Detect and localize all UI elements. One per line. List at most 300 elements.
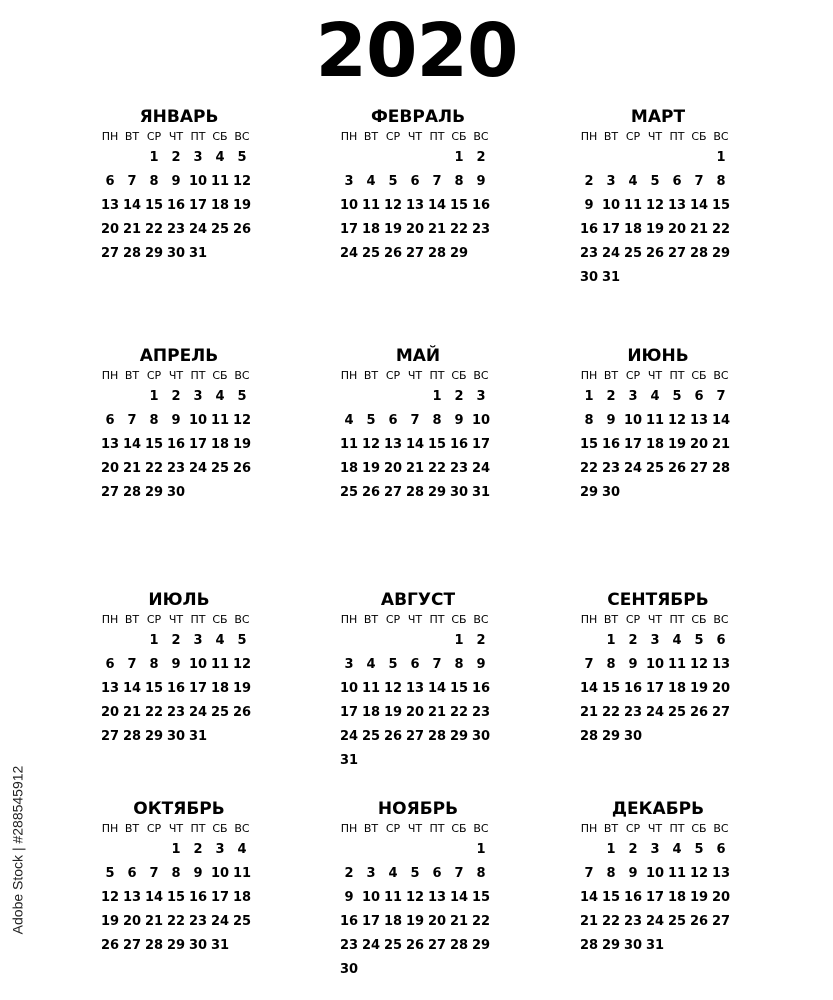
- day-cell: 19: [232, 681, 252, 696]
- day-cell: 25: [667, 914, 687, 929]
- day-cell: 23: [623, 914, 643, 929]
- day-cell: 26: [667, 461, 687, 476]
- day-cell: 2: [628, 633, 638, 648]
- day-cell: 8: [171, 866, 181, 881]
- weekday-label: ВТ: [363, 613, 379, 626]
- empty-cell: [360, 146, 382, 170]
- day-cell: 7: [410, 413, 420, 428]
- month-name: АВГУСТ: [380, 590, 456, 610]
- day-cell: 16: [471, 681, 491, 696]
- month-name: НОЯБРЬ: [377, 799, 459, 819]
- day-cell: 22: [144, 705, 164, 720]
- month-block: [578, 798, 738, 958]
- day-cell: 30: [471, 729, 491, 744]
- weekday-label: СБ: [691, 369, 707, 382]
- day-cell: 16: [623, 681, 643, 696]
- day-cell: 12: [689, 866, 709, 881]
- weekday-label: СР: [146, 822, 162, 835]
- day-cell: 29: [166, 938, 186, 953]
- day-cell: 31: [471, 485, 491, 500]
- day-cell: 10: [210, 866, 230, 881]
- day-cell: 5: [388, 174, 398, 189]
- day-cell: 19: [689, 890, 709, 905]
- day-cell: 6: [432, 866, 442, 881]
- day-cell: 16: [339, 914, 359, 929]
- weekday-label: ВС: [234, 822, 250, 835]
- day-cell: 5: [650, 174, 660, 189]
- weekday-label: ВТ: [124, 369, 140, 382]
- day-cell: 3: [650, 842, 660, 857]
- day-cell: 12: [667, 413, 687, 428]
- day-cell: 26: [383, 246, 403, 261]
- day-cell: 13: [100, 198, 120, 213]
- day-cell: 2: [171, 633, 181, 648]
- weekday-label: ПТ: [190, 130, 206, 143]
- day-cell: 6: [388, 413, 398, 428]
- month-block: [99, 798, 259, 958]
- day-cell: 19: [232, 437, 252, 452]
- day-cell: 5: [388, 657, 398, 672]
- month-block: [338, 106, 498, 266]
- day-cell: 24: [188, 705, 208, 720]
- day-cell: 1: [432, 389, 442, 404]
- day-cell: 13: [383, 437, 403, 452]
- day-cell: 22: [601, 705, 621, 720]
- day-cell: 28: [122, 246, 142, 261]
- day-cell: 13: [689, 413, 709, 428]
- day-cell: 30: [601, 485, 621, 500]
- day-cell: 18: [645, 437, 665, 452]
- day-cell: 13: [122, 890, 142, 905]
- day-cell: 16: [623, 890, 643, 905]
- day-cell: 2: [628, 842, 638, 857]
- day-cell: 11: [361, 681, 381, 696]
- weekday-label: ПН: [340, 369, 358, 382]
- day-cell: 12: [645, 198, 665, 213]
- weekday-label: ВТ: [124, 130, 140, 143]
- day-cell: 18: [361, 222, 381, 237]
- day-cell: 10: [188, 174, 208, 189]
- day-cell: 15: [601, 890, 621, 905]
- month-block: [99, 345, 259, 505]
- weekday-label: ВС: [473, 130, 489, 143]
- weekday-label: СБ: [691, 130, 707, 143]
- day-cell: 4: [215, 633, 225, 648]
- day-cell: 13: [711, 657, 731, 672]
- day-cell: 2: [454, 389, 464, 404]
- weekday-label: СР: [625, 613, 641, 626]
- weekday-label: ПТ: [669, 130, 685, 143]
- day-cell: 27: [100, 485, 120, 500]
- day-cell: 29: [144, 246, 164, 261]
- weekday-label: СБ: [691, 613, 707, 626]
- empty-cell: [121, 146, 143, 170]
- day-cell: 23: [339, 938, 359, 953]
- day-cell: 16: [579, 222, 599, 237]
- weekday-label: ВС: [713, 822, 729, 835]
- day-cell: 7: [149, 866, 159, 881]
- empty-cell: [143, 838, 165, 862]
- month-grid: [578, 820, 738, 958]
- month-name: АПРЕЛЬ: [139, 346, 219, 366]
- day-cell: 3: [344, 657, 354, 672]
- weekday-label: СБ: [212, 822, 228, 835]
- empty-cell: [426, 146, 448, 170]
- day-cell: 24: [210, 914, 230, 929]
- day-cell: 4: [628, 174, 638, 189]
- day-cell: 24: [361, 938, 381, 953]
- day-cell: 26: [232, 705, 252, 720]
- day-cell: 8: [432, 413, 442, 428]
- day-cell: 9: [628, 866, 638, 881]
- day-cell: 20: [100, 222, 120, 237]
- empty-cell: [360, 385, 382, 409]
- day-cell: 20: [405, 705, 425, 720]
- day-cell: 28: [449, 938, 469, 953]
- day-cell: 27: [711, 705, 731, 720]
- day-cell: 7: [584, 866, 594, 881]
- day-cell: 11: [361, 198, 381, 213]
- day-cell: 19: [232, 198, 252, 213]
- day-cell: 30: [166, 246, 186, 261]
- day-cell: 20: [689, 437, 709, 452]
- day-cell: 20: [405, 222, 425, 237]
- empty-cell: [338, 629, 360, 653]
- day-cell: 1: [454, 633, 464, 648]
- weekday-label: СБ: [212, 613, 228, 626]
- day-cell: 21: [579, 914, 599, 929]
- day-cell: 28: [427, 729, 447, 744]
- weekday-label: ПТ: [429, 369, 445, 382]
- month-grid: [578, 367, 738, 505]
- month-grid: [99, 128, 259, 266]
- day-cell: 22: [449, 705, 469, 720]
- day-cell: 4: [366, 174, 376, 189]
- empty-cell: [404, 629, 426, 653]
- day-cell: 27: [100, 729, 120, 744]
- month-name: СЕНТЯБРЬ: [607, 590, 709, 610]
- day-cell: 12: [689, 657, 709, 672]
- day-cell: 13: [405, 198, 425, 213]
- day-cell: 9: [476, 174, 486, 189]
- weekday-label: ПН: [580, 822, 598, 835]
- day-cell: 22: [579, 461, 599, 476]
- day-cell: 22: [166, 914, 186, 929]
- day-cell: 3: [650, 633, 660, 648]
- day-cell: 13: [405, 681, 425, 696]
- day-cell: 9: [171, 413, 181, 428]
- day-cell: 15: [601, 681, 621, 696]
- day-cell: 21: [689, 222, 709, 237]
- month-block: [99, 106, 259, 266]
- day-cell: 22: [427, 461, 447, 476]
- empty-cell: [688, 146, 710, 170]
- day-cell: 8: [454, 657, 464, 672]
- day-cell: 27: [122, 938, 142, 953]
- day-cell: 6: [410, 174, 420, 189]
- day-cell: 29: [711, 246, 731, 261]
- day-cell: 5: [366, 413, 376, 428]
- day-cell: 16: [471, 198, 491, 213]
- day-cell: 3: [193, 389, 203, 404]
- day-cell: 6: [410, 657, 420, 672]
- day-cell: 17: [188, 437, 208, 452]
- day-cell: 23: [449, 461, 469, 476]
- day-cell: 24: [623, 461, 643, 476]
- day-cell: 7: [454, 866, 464, 881]
- empty-cell: [426, 629, 448, 653]
- weekday-label: ВТ: [603, 130, 619, 143]
- day-cell: 25: [210, 461, 230, 476]
- day-cell: 2: [193, 842, 203, 857]
- day-cell: 6: [127, 866, 137, 881]
- day-cell: 11: [210, 657, 230, 672]
- weekday-label: ПТ: [429, 130, 445, 143]
- day-cell: 18: [383, 914, 403, 929]
- day-cell: 23: [166, 222, 186, 237]
- day-cell: 11: [645, 413, 665, 428]
- day-cell: 1: [716, 150, 726, 165]
- weekday-label: СР: [385, 369, 401, 382]
- empty-cell: [121, 629, 143, 653]
- day-cell: 16: [166, 198, 186, 213]
- month-grid: [99, 367, 259, 505]
- day-cell: 8: [454, 174, 464, 189]
- weekday-label: ЧТ: [407, 613, 423, 626]
- empty-cell: [382, 838, 404, 862]
- empty-cell: [448, 838, 470, 862]
- day-cell: 29: [449, 246, 469, 261]
- day-cell: 24: [339, 246, 359, 261]
- weekday-label: ПН: [580, 130, 598, 143]
- day-cell: 1: [149, 633, 159, 648]
- day-cell: 10: [188, 413, 208, 428]
- month-name: ИЮЛЬ: [148, 590, 210, 610]
- day-cell: 12: [232, 413, 252, 428]
- day-cell: 4: [388, 866, 398, 881]
- day-cell: 18: [210, 198, 230, 213]
- weekday-label: СР: [146, 613, 162, 626]
- day-cell: 5: [237, 150, 247, 165]
- day-cell: 22: [471, 914, 491, 929]
- day-cell: 28: [579, 729, 599, 744]
- day-cell: 16: [166, 437, 186, 452]
- empty-cell: [99, 838, 121, 862]
- day-cell: 23: [579, 246, 599, 261]
- day-cell: 8: [476, 866, 486, 881]
- day-cell: 18: [232, 890, 252, 905]
- day-cell: 29: [144, 485, 164, 500]
- weekday-label: ВТ: [603, 369, 619, 382]
- month-grid: [338, 611, 498, 773]
- empty-cell: [99, 146, 121, 170]
- day-cell: 28: [144, 938, 164, 953]
- month-name: ФЕВРАЛЬ: [370, 107, 466, 127]
- empty-cell: [404, 385, 426, 409]
- day-cell: 23: [471, 222, 491, 237]
- day-cell: 7: [127, 413, 137, 428]
- day-cell: 8: [584, 413, 594, 428]
- day-cell: 5: [694, 842, 704, 857]
- day-cell: 11: [667, 866, 687, 881]
- day-cell: 29: [579, 485, 599, 500]
- day-cell: 6: [716, 633, 726, 648]
- stock-credit: [4, 760, 30, 940]
- weekday-label: ЧТ: [168, 130, 184, 143]
- day-cell: 21: [579, 705, 599, 720]
- weekday-label: ПТ: [429, 822, 445, 835]
- empty-cell: [578, 146, 600, 170]
- day-cell: 26: [689, 914, 709, 929]
- weekday-label: ПН: [101, 822, 119, 835]
- weekday-label: СР: [146, 130, 162, 143]
- weekday-label: СБ: [451, 369, 467, 382]
- day-cell: 7: [127, 174, 137, 189]
- day-cell: 30: [166, 729, 186, 744]
- month-block: [578, 345, 738, 505]
- empty-cell: [338, 146, 360, 170]
- day-cell: 28: [122, 485, 142, 500]
- weekday-label: ПТ: [669, 613, 685, 626]
- day-cell: 13: [427, 890, 447, 905]
- weekday-label: СБ: [451, 822, 467, 835]
- day-cell: 11: [623, 198, 643, 213]
- weekday-label: СР: [625, 822, 641, 835]
- day-cell: 3: [193, 150, 203, 165]
- day-cell: 8: [606, 866, 616, 881]
- day-cell: 29: [601, 938, 621, 953]
- day-cell: 9: [454, 413, 464, 428]
- weekday-label: ВС: [234, 613, 250, 626]
- day-cell: 15: [144, 681, 164, 696]
- empty-cell: [360, 838, 382, 862]
- weekday-label: ЧТ: [168, 613, 184, 626]
- day-cell: 10: [645, 866, 665, 881]
- day-cell: 4: [366, 657, 376, 672]
- weekday-label: ПН: [340, 130, 358, 143]
- weekday-label: ВС: [234, 369, 250, 382]
- month-block: [338, 345, 498, 505]
- empty-cell: [338, 385, 360, 409]
- day-cell: 28: [122, 729, 142, 744]
- day-cell: 3: [193, 633, 203, 648]
- day-cell: 25: [667, 705, 687, 720]
- empty-cell: [404, 146, 426, 170]
- day-cell: 2: [606, 389, 616, 404]
- day-cell: 27: [427, 938, 447, 953]
- day-cell: 20: [667, 222, 687, 237]
- day-cell: 14: [405, 437, 425, 452]
- day-cell: 14: [122, 681, 142, 696]
- day-cell: 25: [645, 461, 665, 476]
- day-cell: 20: [711, 890, 731, 905]
- day-cell: 10: [339, 198, 359, 213]
- day-cell: 25: [232, 914, 252, 929]
- day-cell: 26: [361, 485, 381, 500]
- month-grid: [578, 128, 738, 290]
- day-cell: 23: [623, 705, 643, 720]
- weekday-label: ПТ: [190, 369, 206, 382]
- day-cell: 13: [100, 681, 120, 696]
- day-cell: 15: [144, 437, 164, 452]
- day-cell: 20: [427, 914, 447, 929]
- day-cell: 6: [105, 174, 115, 189]
- empty-cell: [426, 838, 448, 862]
- month-grid: [578, 611, 738, 749]
- weekday-label: СБ: [451, 130, 467, 143]
- empty-cell: [600, 146, 622, 170]
- month-name: ЯНВАРЬ: [139, 107, 219, 127]
- day-cell: 19: [405, 914, 425, 929]
- month-block: [338, 589, 498, 773]
- day-cell: 24: [601, 246, 621, 261]
- day-cell: 1: [584, 389, 594, 404]
- day-cell: 24: [645, 705, 665, 720]
- day-cell: 23: [471, 705, 491, 720]
- day-cell: 15: [166, 890, 186, 905]
- day-cell: 1: [149, 150, 159, 165]
- day-cell: 31: [601, 270, 621, 285]
- day-cell: 11: [232, 866, 252, 881]
- weekday-label: ПН: [101, 613, 119, 626]
- day-cell: 31: [210, 938, 230, 953]
- weekday-label: ПТ: [429, 613, 445, 626]
- day-cell: 19: [383, 222, 403, 237]
- day-cell: 24: [188, 461, 208, 476]
- day-cell: 31: [188, 246, 208, 261]
- weekday-label: ЧТ: [407, 822, 423, 835]
- weekday-label: ВТ: [363, 369, 379, 382]
- day-cell: 24: [188, 222, 208, 237]
- weekday-label: ВС: [473, 822, 489, 835]
- day-cell: 14: [144, 890, 164, 905]
- day-cell: 15: [449, 681, 469, 696]
- day-cell: 4: [215, 150, 225, 165]
- day-cell: 10: [361, 890, 381, 905]
- day-cell: 1: [149, 389, 159, 404]
- day-cell: 17: [623, 437, 643, 452]
- day-cell: 6: [716, 842, 726, 857]
- day-cell: 14: [427, 198, 447, 213]
- day-cell: 26: [100, 938, 120, 953]
- day-cell: 17: [361, 914, 381, 929]
- day-cell: 8: [149, 174, 159, 189]
- year-title: 2020: [315, 8, 518, 94]
- day-cell: 11: [339, 437, 359, 452]
- day-cell: 18: [667, 681, 687, 696]
- day-cell: 25: [210, 705, 230, 720]
- day-cell: 5: [237, 633, 247, 648]
- day-cell: 17: [188, 681, 208, 696]
- empty-cell: [99, 629, 121, 653]
- day-cell: 15: [579, 437, 599, 452]
- day-cell: 28: [711, 461, 731, 476]
- month-grid: [99, 611, 259, 749]
- day-cell: 26: [232, 461, 252, 476]
- day-cell: 3: [215, 842, 225, 857]
- stock-credit-text: Adobe Stock | #288545912: [9, 765, 26, 935]
- day-cell: 17: [210, 890, 230, 905]
- month-name: ИЮНЬ: [627, 346, 689, 366]
- day-cell: 27: [405, 729, 425, 744]
- day-cell: 8: [606, 657, 616, 672]
- day-cell: 26: [689, 705, 709, 720]
- day-cell: 29: [144, 729, 164, 744]
- day-cell: 30: [579, 270, 599, 285]
- day-cell: 25: [339, 485, 359, 500]
- day-cell: 14: [122, 198, 142, 213]
- day-cell: 26: [405, 938, 425, 953]
